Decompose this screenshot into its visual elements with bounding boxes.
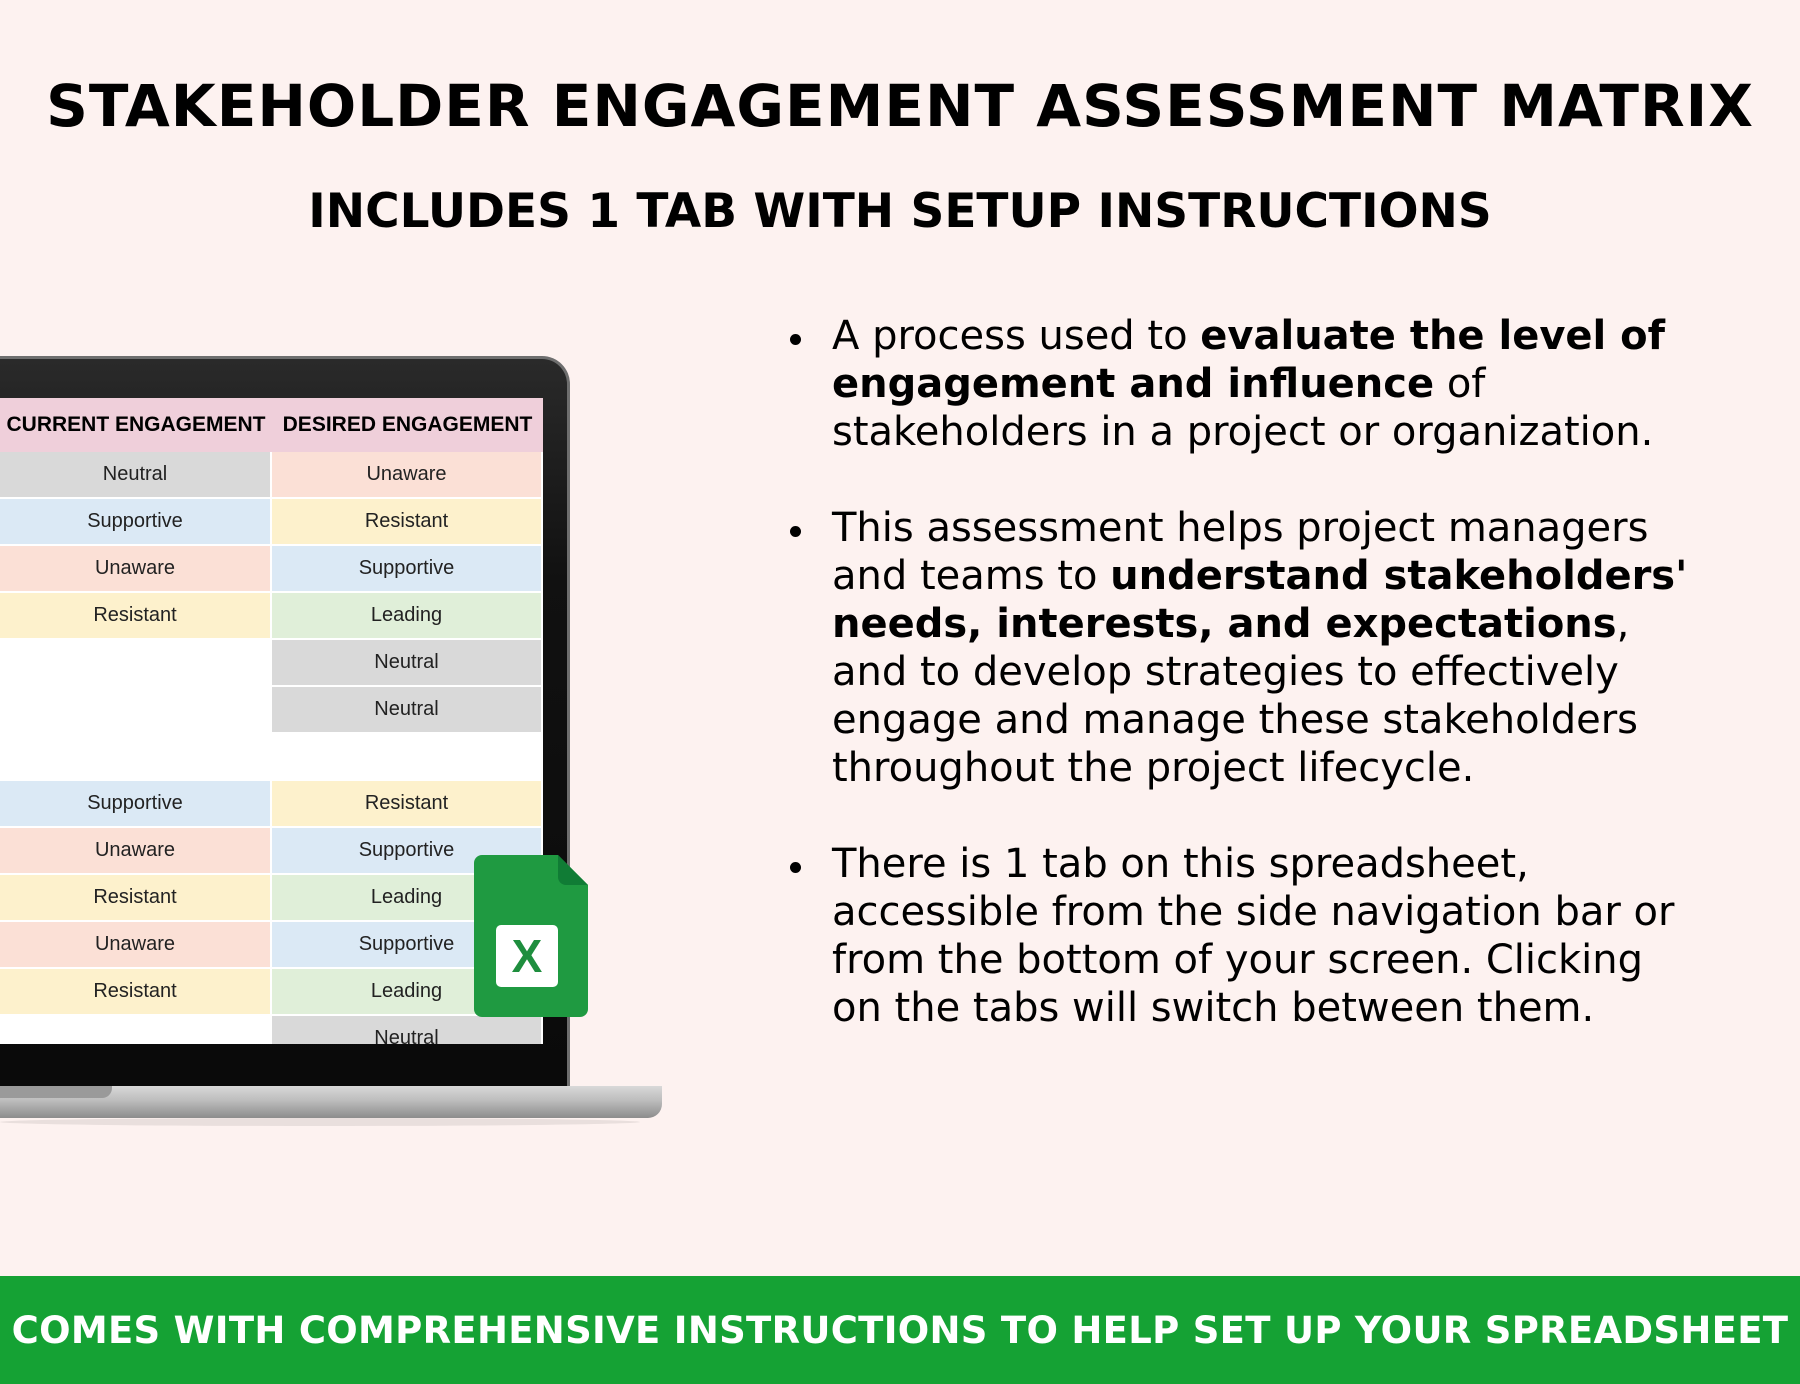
laptop-base-notch xyxy=(0,1086,112,1098)
footer-text: COMES WITH COMPREHENSIVE INSTRUCTIONS TO HELP SET UP YOUR SPREADSHEET xyxy=(11,1308,1789,1352)
feature-bullet xyxy=(790,840,1690,1032)
laptop-shadow xyxy=(0,1118,640,1126)
bullet-text: There is 1 tab on this spreadsheet, accessible from the side navigation bar or from the bottom of your screen. Clicking on the tabs will switch between them. xyxy=(832,841,1675,1031)
cell-desired-engagement: Leading xyxy=(272,875,543,922)
bullet-text: , and to develop strategies to effectively engage and manage these stakeholders throughout the project lifecycle. xyxy=(832,601,1639,791)
cell-desired-engagement: Unaware xyxy=(272,452,543,499)
cell-desired-engagement: Neutral xyxy=(272,1016,543,1044)
footer-banner xyxy=(0,1276,1800,1384)
cell-current-engagement xyxy=(0,1016,272,1044)
cell-desired-engagement: Supportive xyxy=(272,922,543,969)
sheet-row xyxy=(0,875,543,922)
cell-desired-engagement: Neutral xyxy=(272,687,543,734)
cell-current-engagement: Unaware xyxy=(0,922,272,969)
sheet-row xyxy=(0,828,543,875)
feature-bullet-list xyxy=(790,312,1690,1080)
cell-current-engagement: Supportive xyxy=(0,781,272,828)
cell-desired-engagement: Supportive xyxy=(272,546,543,593)
feature-bullet xyxy=(790,504,1690,792)
cell-current-engagement: Resistant xyxy=(0,969,272,1016)
spreadsheet-preview xyxy=(0,398,543,1044)
cell-current-engagement: Unaware xyxy=(0,828,272,875)
bullet-text: This assessment helps project managers and teams to xyxy=(832,505,1649,599)
cell-desired-engagement: Supportive xyxy=(272,828,543,875)
cell-current-engagement: Unaware xyxy=(0,546,272,593)
cell-current-engagement xyxy=(0,687,272,734)
sheet-row xyxy=(0,593,543,640)
sheet-row xyxy=(0,969,543,1016)
cell-desired-engagement: Leading xyxy=(272,593,543,640)
sheet-row xyxy=(0,452,543,499)
sheet-row xyxy=(0,640,543,687)
sheet-header-row xyxy=(0,398,543,452)
sheet-row xyxy=(0,687,543,734)
page-subtitle: INCLUDES 1 TAB WITH SETUP INSTRUCTIONS xyxy=(308,184,1492,239)
page-title: STAKEHOLDER ENGAGEMENT ASSESSMENT MATRIX xyxy=(46,72,1754,140)
cell-current-engagement: Supportive xyxy=(0,499,272,546)
sheet-body xyxy=(0,452,543,1044)
bullet-text: of stakeholders in a project or organization. xyxy=(832,361,1654,455)
bullet-text: A process used to xyxy=(832,313,1201,359)
sheet-row xyxy=(0,1016,543,1044)
feature-bullet xyxy=(790,312,1690,456)
cell-current-engagement: Resistant xyxy=(0,593,272,640)
cell-desired-engagement: Neutral xyxy=(272,640,543,687)
sheet-row xyxy=(0,781,543,828)
bullet-emphasis: understand stakeholders' needs, interests, and expectations xyxy=(832,553,1688,647)
cell-desired-engagement: Resistant xyxy=(272,499,543,546)
cell-current-engagement xyxy=(0,640,272,687)
cell-desired-engagement xyxy=(272,734,543,781)
column-header-desired: DESIRED ENGAGEMENT xyxy=(282,413,533,436)
sheet-row xyxy=(0,546,543,593)
cell-desired-engagement: Leading xyxy=(272,969,543,1016)
cell-current-engagement xyxy=(0,734,272,781)
cell-current-engagement: Neutral xyxy=(0,452,272,499)
sheet-row xyxy=(0,499,543,546)
bullet-emphasis: evaluate the level of engagement and influence xyxy=(832,313,1666,407)
sheet-row xyxy=(0,734,543,781)
column-header-current: CURRENT ENGAGEMENT xyxy=(6,413,266,436)
cell-current-engagement: Resistant xyxy=(0,875,272,922)
cell-desired-engagement: Resistant xyxy=(272,781,543,828)
excel-icon-letter: X xyxy=(511,930,543,982)
sheet-row xyxy=(0,922,543,969)
excel-icon xyxy=(470,855,588,1017)
